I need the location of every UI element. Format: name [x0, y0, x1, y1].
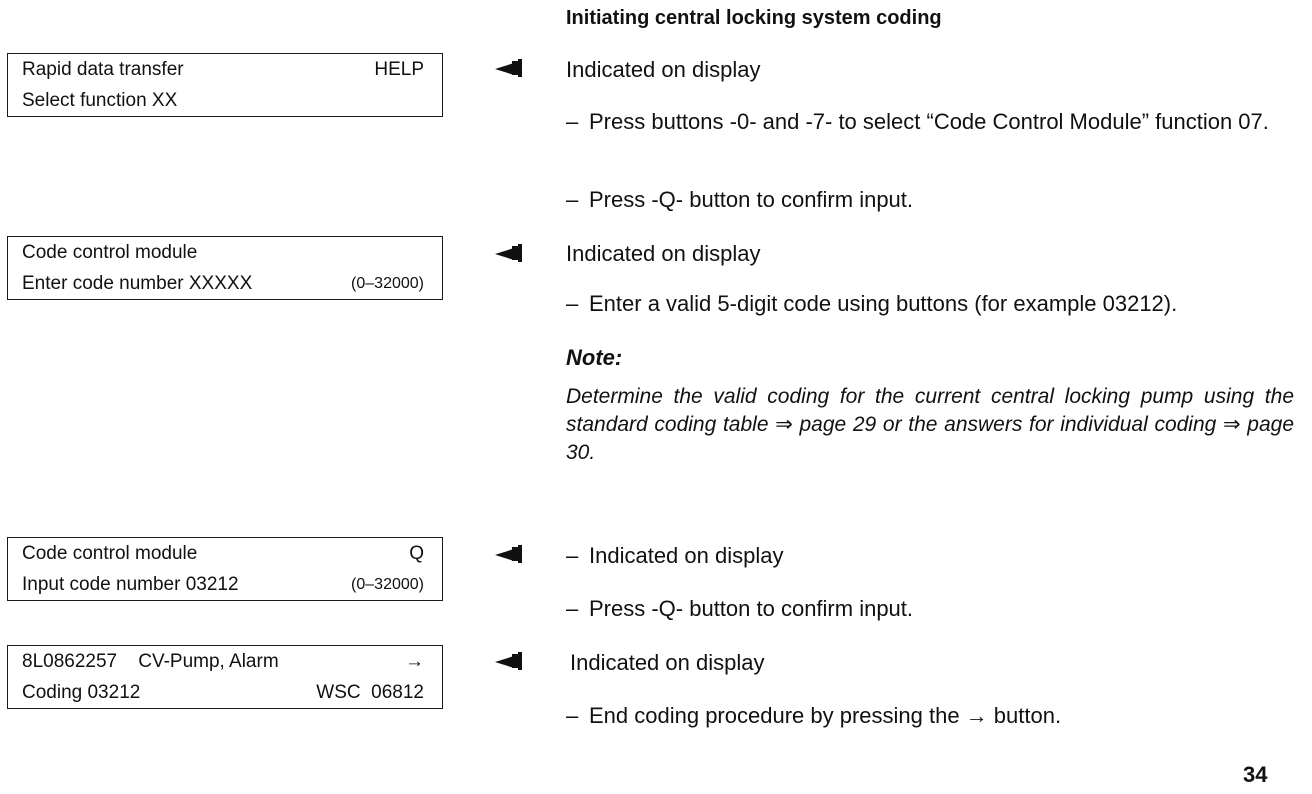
step-confirm-input-2: [566, 595, 1291, 623]
indicated-on-display-2: Indicated on display: [566, 241, 761, 266]
step-enter-code: [566, 290, 1291, 318]
display-line-1: [8, 646, 442, 677]
pointer-arrow-icon: [494, 59, 524, 77]
display-box-rapid-data-transfer: [7, 53, 443, 117]
display-text: Input code number 03212: [22, 574, 239, 595]
step-indicated-on-display: [566, 542, 1291, 570]
display-wsc-text: WSC 06812: [316, 682, 424, 703]
display-line-2: [8, 85, 442, 116]
display-text: Coding 03212: [22, 682, 141, 703]
bullet-dash: –: [566, 109, 579, 134]
step-text: End coding procedure by pressing the → button.: [589, 703, 1062, 728]
step-confirm-input-1: [566, 186, 1291, 214]
display-box-coding-result: [7, 645, 443, 709]
display-text: 8L0862257 CV-Pump, Alarm: [22, 651, 279, 672]
display-range-text: (0–32000): [351, 576, 424, 593]
display-help-text: HELP: [374, 59, 424, 80]
step-text: Indicated on display: [589, 543, 784, 568]
section-heading: Initiating central locking system coding: [566, 7, 942, 29]
note-body: Determine the valid coding for the current central locking pump using the standard coding table ⇒ page 29 or the answers for individual coding ⇒ page 30.: [566, 385, 1294, 464]
page-number: 34: [1243, 762, 1268, 787]
display-box-input-code: [7, 537, 443, 601]
display-line-2: [8, 677, 442, 708]
indicated-on-display-3: Indicated on display: [570, 650, 765, 675]
bullet-dash: –: [566, 187, 579, 212]
bullet-dash: –: [566, 291, 579, 316]
display-text: Code control module: [22, 242, 198, 263]
display-line-2: [8, 268, 442, 299]
display-text: Enter code number XXXXX: [22, 273, 253, 294]
display-line-1: [8, 237, 442, 268]
display-text: Rapid data transfer: [22, 59, 184, 80]
step-text: Press buttons -0- and -7- to select “Code Control Module” function 07.: [589, 109, 1269, 134]
display-line-2: [8, 569, 442, 600]
bullet-dash: –: [566, 543, 579, 568]
bullet-dash: –: [566, 703, 579, 728]
step-text: Enter a valid 5-digit code using buttons (for example 03212).: [589, 291, 1178, 316]
display-line-1: [8, 538, 442, 569]
indicated-on-display-1: Indicated on display: [566, 57, 761, 82]
display-line-1: [8, 54, 442, 85]
pointer-arrow-icon: [494, 545, 524, 563]
step-end-coding: [566, 702, 1291, 730]
display-box-enter-code: [7, 236, 443, 300]
display-text: Select function XX: [22, 90, 178, 111]
bullet-dash: –: [566, 596, 579, 621]
step-select-function: [566, 108, 1291, 136]
display-text: Code control module: [22, 543, 198, 564]
step-text: Press -Q- button to confirm input.: [589, 187, 914, 212]
display-q-text: Q: [409, 543, 424, 564]
note-title: Note:: [566, 345, 623, 370]
pointer-arrow-icon: [494, 244, 524, 262]
display-arrow-text: →: [405, 651, 424, 672]
step-text: Press -Q- button to confirm input.: [589, 596, 914, 621]
display-range-text: (0–32000): [351, 275, 424, 292]
pointer-arrow-icon: [494, 652, 524, 670]
